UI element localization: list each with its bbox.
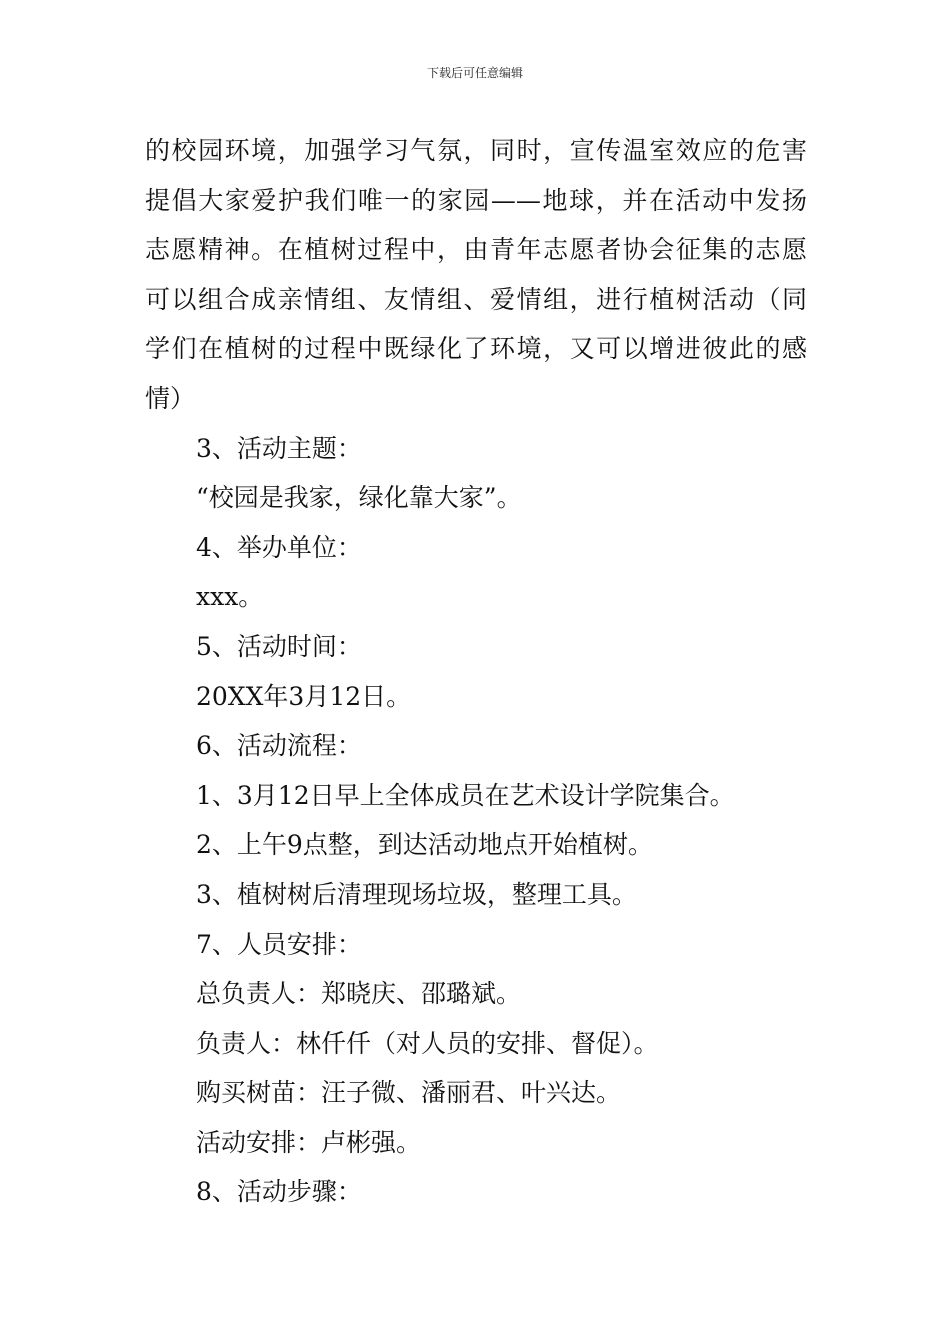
page-header: 下载后可任意编辑 xyxy=(426,66,523,80)
section-heading-staff: 7、人员安排： xyxy=(196,929,362,959)
staff-entry: 购买树苗：汪子微、潘丽君、叶兴达。 xyxy=(196,1078,622,1108)
section-heading-process: 6、活动流程： xyxy=(196,731,362,761)
process-step: 3、植树树后清理现场垃圾，整理工具。 xyxy=(196,879,637,909)
section-heading-time: 5、活动时间： xyxy=(196,631,362,661)
section-heading-organizer: 4、举办单位： xyxy=(196,532,362,562)
staff-entry: 总负责人：郑晓庆、邵璐斌。 xyxy=(196,979,522,1009)
document-body xyxy=(145,126,810,1217)
paragraph-line: 志愿精神。在植树过程中，由青年志愿者协会征集的志愿 xyxy=(145,235,807,265)
paragraph-line: 的校园环境，加强学习气氛，同时，宣传温室效应的危害 xyxy=(145,136,807,165)
paragraph-line: 提倡大家爱护我们唯一的家园——地球，并在活动中发扬 xyxy=(145,185,807,215)
staff-entry: 负责人：林仟仟（对人员的安排、督促）。 xyxy=(196,1028,659,1058)
process-step: 2、上午9点整，到达活动地点开始植树。 xyxy=(196,830,653,860)
paragraph-line: 情） xyxy=(145,383,196,413)
staff-entry: 活动安排：卢彬强。 xyxy=(196,1127,422,1157)
organizer-text: xxx。 xyxy=(196,582,264,612)
theme-text: “校园是我家，绿化靠大家”。 xyxy=(196,483,522,513)
time-text: 20XX年3月12日。 xyxy=(196,681,412,711)
section-heading-steps: 8、活动步骤： xyxy=(196,1177,362,1207)
paragraph-line: 学们在植树的过程中既绿化了环境，又可以增进彼此的感 xyxy=(145,334,807,364)
paragraph-line: 可以组合成亲情组、友情组、爱情组，进行植树活动（同 xyxy=(145,284,807,314)
section-heading-theme: 3、活动主题： xyxy=(196,433,362,463)
process-step: 1、3月12日早上全体成员在艺术设计学院集合。 xyxy=(196,780,735,810)
